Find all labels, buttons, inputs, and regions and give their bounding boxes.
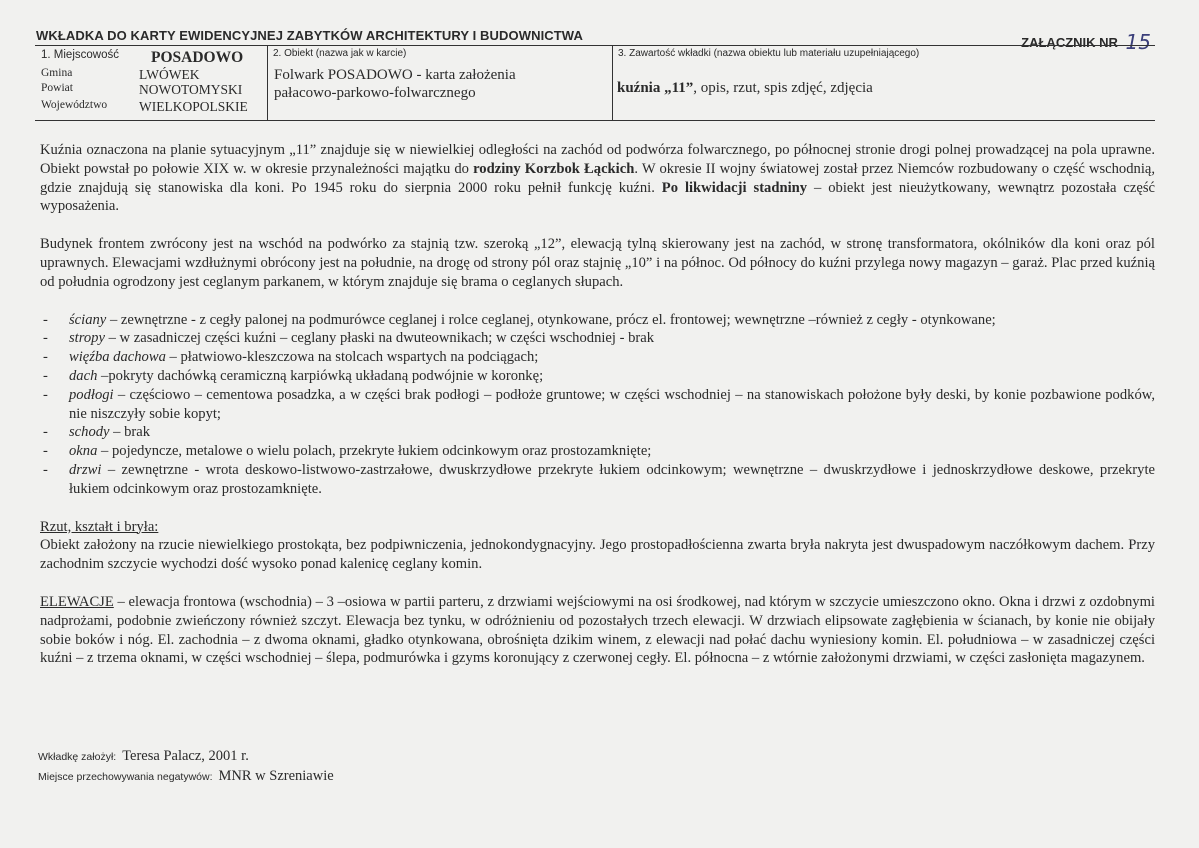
list-text: – płatwiowo-kleszczowa na stolcach wspartych na podciągach;: [165, 349, 539, 366]
p1-family: rodziny Korzbok Łąckich: [473, 160, 635, 177]
list-item: - ściany – zewnętrzne - z cegły palonej na podmurówce ceglanej i rolce ceglanej, otynkowane, prócz el. frontowej; wewnętrzne –również z cegły - otynkowane;: [43, 311, 996, 328]
powiat-value: NOWOTOMYSKI: [139, 82, 243, 97]
list-text: – pojedyncze, metalowe o wielu polach, przekryte łukiem odcinkowym oraz prostozamknięte;: [97, 443, 652, 460]
voivodeship-label: Województwo: [41, 99, 108, 111]
place-value: POSADOWO: [151, 49, 244, 66]
location-cell: [35, 46, 267, 120]
list-item: - schody – brak: [43, 424, 151, 441]
content-cell: [612, 46, 1156, 120]
document-title: WKŁADKA DO KARTY EWIDENCYJNEJ ZABYTKÓW ARCHITEKTURY I BUDOWNICTWA: [36, 28, 583, 43]
object-line-2: pałacowo-parkowo-folwarcznego: [274, 85, 476, 101]
content-description: [617, 80, 873, 97]
storage-line: [38, 768, 334, 785]
p1-a: Kuźnia oznaczona na planie sytuacyjnym „11” znajduje się w niewielkiej odległości na zachód od podwórza folwarcznego, po północnej stronie drogi polnej prowadzącej na pola uprawne. Obiekt powstał po połowie XIX w. w okresie przynależności majątku do: [40, 142, 1155, 177]
construction-list: [40, 311, 1155, 499]
list-text: – częściowo – cementowa posadzka, a w części brak podłogi – podłoże gruntowe; w części wschodniej – na stanowiskach położone były deski, by konie pozbawione podków, nie niszczyły sobie kopyt;: [69, 386, 1155, 422]
object-cell: [267, 46, 613, 120]
elevations-text: – elewacja frontowa (wschodnia) – 3 –osiowa w partii parteru, z drzwiami wejściowymi na osi środkowej, nad którym w szczycie umieszczono okno. Okna i drzwi z ozdobnymi nadprożami, podobnie zwieńczony również szczyt. Elewacja bez tynku, w odróżnieniu od pozostałych trzech elewacji. W drzwiach elipsowate zagłębienia w ścianach, by konie nie obijały sobie boków i nóg. El. zachodnia – z dwoma oknami, gładko otynkowana, obrośnięta dzikim winem, z elewacji nad połać dachu wyniesiony komin. El. południowa – w zasadniczej części kuźni – z trzema oknami, w części wschodniej – ślepa, podmurówka i gzyms koronujący z czerwonej cegły. El. północna – z wtórnie założonymi drzwiami, w części zasłonięta magazynem.: [40, 593, 1155, 667]
list-term: drzwi: [69, 461, 102, 478]
object-name: [274, 66, 604, 102]
list-term: stropy: [69, 330, 105, 347]
list-text: –pokryty dachówką ceramiczną karpiówką układaną podwójnie w koronkę;: [97, 367, 544, 384]
list-item: - stropy – w zasadniczej części kuźni – ceglany płaski na dwuteownikach; w części wschodniej - brak: [43, 330, 655, 347]
content-label: 3. Zawartość wkładki (nazwa obiektu lub materiału uzupełniającego): [618, 48, 920, 59]
list-term: ściany: [69, 311, 107, 328]
place-label: 1. Miejscowość: [41, 49, 119, 61]
list-term: podłogi: [69, 386, 114, 403]
list-text: – brak: [109, 424, 151, 441]
list-text: – zewnętrzne - z cegły palonej na podmurówce ceglanej i rolce ceglanej, otynkowane, prócz el. frontowej; wewnętrzne –również z cegły - otynkowane;: [106, 311, 996, 328]
p1-liquidation: Po likwidacji stadniny: [661, 179, 808, 196]
list-text: – zewnętrzne - wrota deskowo-listwowo-zastrzałowe, dwuskrzydłowe przekryte łukiem odcinkowym; wewnętrzne – dwuskrzydłowe i jednoskrzydłowe deskowe, przekryte łukiem odcinkowym oraz prostozamknięte.: [69, 461, 1155, 497]
annex-label-text: ZAŁĄCZNIK NR: [1021, 35, 1118, 50]
list-term: okna: [69, 443, 98, 460]
author-value: Teresa Palacz, 2001 r.: [122, 748, 249, 764]
object-line-1: Folwark POSADOWO - karta założenia: [274, 67, 516, 83]
header-table: [35, 45, 1155, 121]
elevations-heading: ELEWACJE: [40, 593, 114, 610]
gmina-value: LWÓWEK: [139, 67, 200, 82]
storage-value: MNR w Szreniawie: [218, 768, 334, 784]
rzut-heading: Rzut, kształt i bryła:: [40, 518, 159, 535]
rzut-paragraph: Obiekt założony na rzucie niewielkiego prostokąta, bez podpiwniczenia, jednokondygnacyjny. Jego prostopadłościenna zwarta bryła nakryta jest dwuspadowym naczółkowym dachem. Przy zachodnim szczycie wychodzi dość wysoko ponad kalenicę ceglany komin.: [40, 537, 1155, 573]
gmina-label: Gmina: [41, 67, 73, 79]
elevations-paragraph: [40, 593, 1155, 668]
list-item: - dach –pokryty dachówką ceramiczną karpiówką układaną podwójnie w koronkę;: [43, 367, 544, 384]
object-label: 2. Obiekt (nazwa jak w karcie): [273, 48, 407, 59]
content-bold: kuźnia „11”: [617, 80, 694, 96]
list-item: - podłogi – częściowo – cementowa posadzka, a w części brak podłogi – podłoże gruntowe; w części wschodniej – na stanowiskach położone były deski, by konie pozbawione podków, nie niszczyły sobie kopyt;: [43, 386, 1155, 422]
list-item: - więźba dachowa – płatwiowo-kleszczowa na stolcach wspartych na podciągach;: [43, 349, 539, 366]
list-term: więźba dachowa: [69, 349, 166, 366]
content-rest: , opis, rzut, spis zdjęć, zdjęcia: [693, 80, 873, 96]
p1-c: . W okresie II wojny światowej został przez Niemców rozbudowany o część wschodnią, gdzie znajdują się stanowiska dla koni. Po 1945 roku do sierpnia 2000 roku pełnił funkcję kuźni.: [40, 160, 1155, 196]
list-item: - okna – pojedyncze, metalowe o wielu polach, przekryte łukiem odcinkowym oraz prostozamknięte;: [43, 443, 652, 460]
voivodeship-value: WIELKOPOLSKIE: [139, 99, 248, 114]
paragraph-location: Budynek frontem zwrócony jest na wschód na podwórko za stajnią tzw. szeroką „12”, elewacją tylną skierowany jest na zachód, w stronę transformatora, okólników dla koni oraz pól uprawnych. Elewacjami wzdłużnymi obrócony jest na południe, na drogę od strony pól oraz stajnię „10” i na północ. Od północy do kuźni przylega nowy magazyn – garaż. Plac przed kuźnią od południa ogrodzony jest ceglanym parkanem, w którym znajduje się brama o ceglanych słupach.: [40, 236, 1155, 290]
list-item: - drzwi – zewnętrzne - wrota deskowo-listwowo-zastrzałowe, dwuskrzydłowe przekryte łukiem odcinkowym; wewnętrzne – dwuskrzydłowe i jednoskrzydłowe deskowe, przekryte łukiem odcinkowym oraz prostozamknięte.: [43, 461, 1155, 497]
list-term: schody: [69, 424, 110, 441]
storage-label: Miejsce przechowywania negatywów:: [38, 771, 213, 783]
document-body: [40, 141, 1155, 668]
author-line: [38, 748, 249, 765]
author-label: Wkładkę założył:: [38, 751, 117, 763]
list-text: – w zasadniczej części kuźni – ceglany płaski na dwuteownikach; w części wschodniej - brak: [104, 330, 655, 347]
annex-number: 15: [1125, 30, 1151, 54]
list-term: dach: [69, 367, 98, 384]
powiat-label: Powiat: [41, 82, 73, 94]
p1-e: – obiekt jest nieużytkowany, wewnątrz pozostała część wyposażenia.: [40, 179, 1155, 215]
paragraph-history: [40, 141, 1155, 216]
